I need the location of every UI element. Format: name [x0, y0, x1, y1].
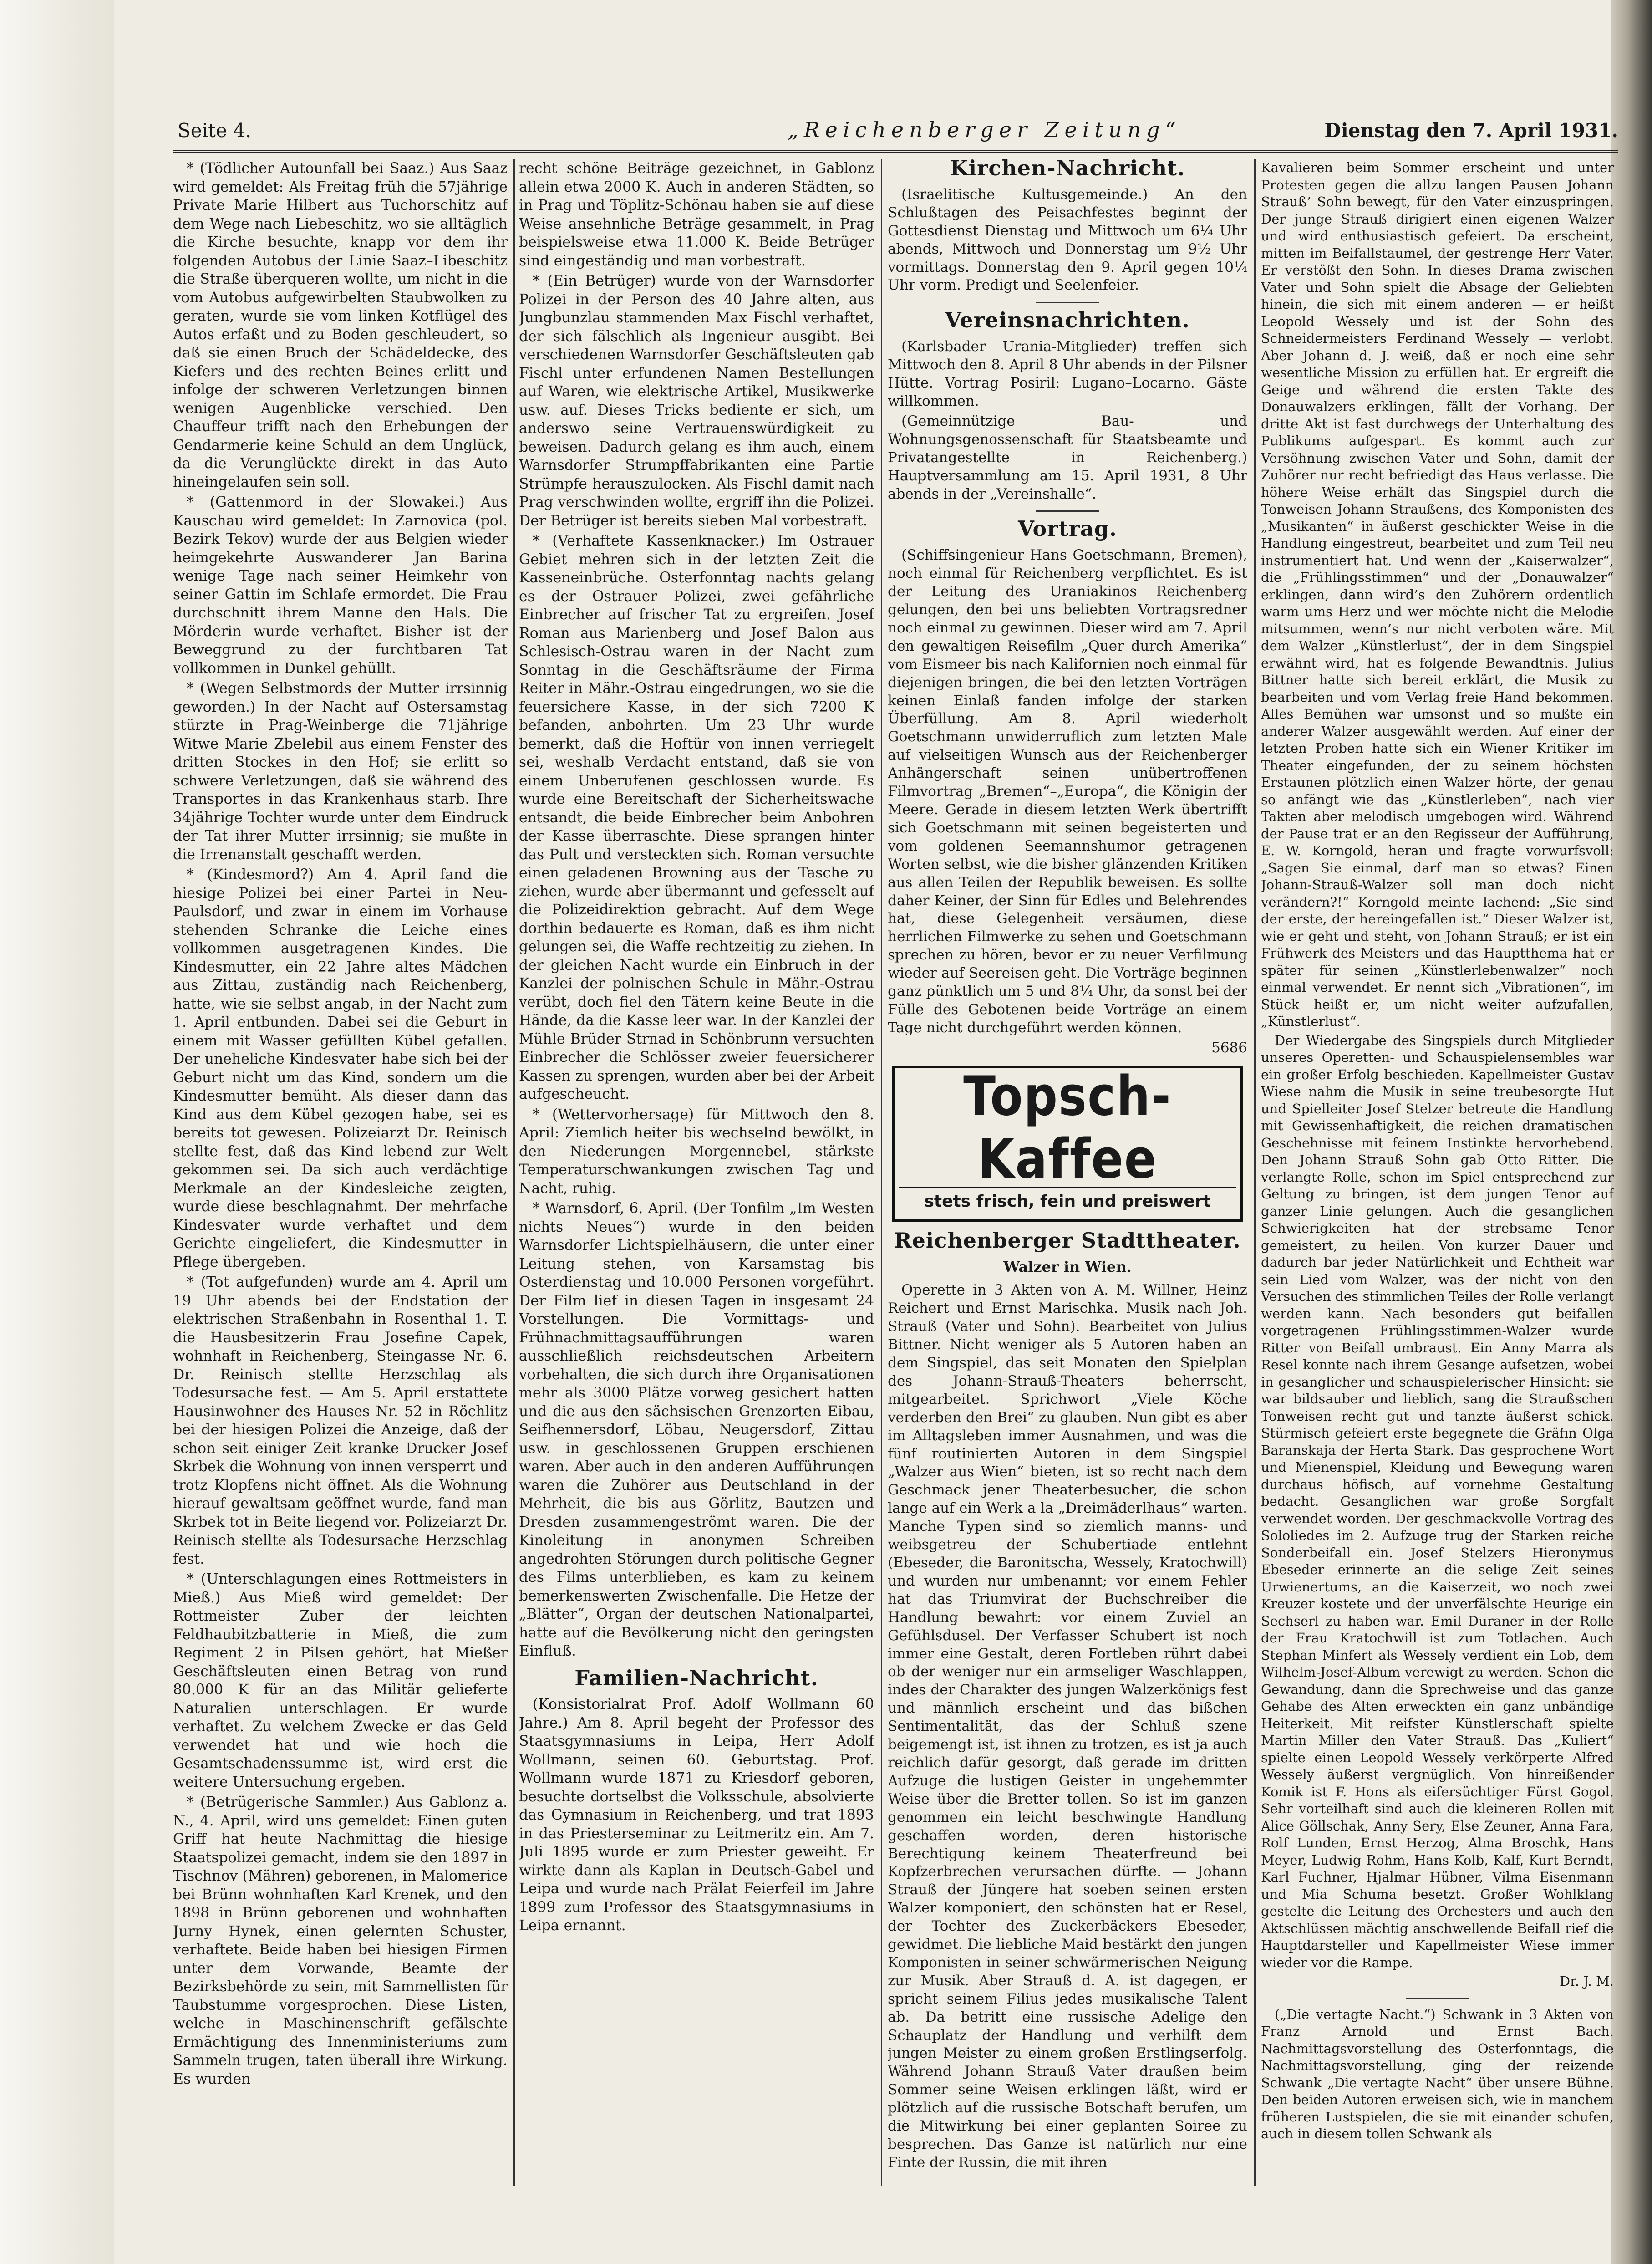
topsch-coffee-advert [892, 1066, 1243, 1222]
article-swindler: * (Ein Betrüger) wurde von der Warnsdorfer Polizei in der Person des 40 Jahre alten, aus Jungbunzlau stammenden Max Fischl verhaftet, der sich fälschlich als Ingenieur ausgibt. Bei verschiedenen Warnsdorfer Geschäftsleuten gab Fischl unter erfundenen Namen Bestellungen auf Waren, wie elektrische Artikel, Musikwerke usw. auf. Dieses Tricks bediente er sich, um anderswo seine Vertrauenswürdigkeit zu beweisen. Dadurch gelang es ihm auch, einem Warnsdorfer Strumpffabrikanten eine Partie Strümpfe herauszulocken. Als Fischl damit nach Prag verschwinden wollte, ergriff ihn die Polizei. Der Betrüger ist bereits sieben Mal vorbestraft. [519, 273, 874, 529]
column-rule [513, 159, 515, 2186]
divider [1406, 1998, 1469, 1999]
club-news-heading: Vereinsnachrichten. [945, 308, 1190, 333]
church-news-heading: Kirchen-Nachricht. [950, 159, 1185, 180]
article-housing-cooperative: (Gemeinnützige Bau- und Wohnungsgenossenschaft für Staatsbeamte und Privatangestellte in Reichenberg.) Hauptversammlung am 15. April 1931, 8 Uhr abends in der „Vereinshalle“. [888, 413, 1247, 502]
article-fraudulent-collectors: * (Betrügerische Sammler.) Aus Gablonz a. N., 4. April, wird uns gemeldet: Einen guten Griff hat heute Nachmittag die hiesige Staatspolizei gemacht, indem sie den 1897 in Tischnov (Mähren) geborenen, in Malomerice bei Brünn wohnhaften Karl Krenek, und den 1898 in Brünn geborenen und wohnhaften Jurny Hynek, einen gelernten Schuster, verhaftete. Beide haben bei hiesigen Firmen unter dem Vorwande, Beamte der Bezirksbehörde zu sein, mit Sammellisten für Taubstumme vorgesprochen. Diese Listen, welche in Maschinenschrift gefälschte Ermächtigung des Innenministeriums zum Sammeln trugen, taten überall ihre Wirkung. Es wurden [173, 1794, 508, 2087]
column-rule [881, 159, 882, 2186]
column-3 [888, 159, 1247, 2186]
article-urania-members: (Karlsbader Urania-Mitglieder) treffen sich Mittwoch den 8. April 8 Uhr abends in der Pilsner Hütte. Vortrag Posiril: Lugano–Locarno. Gäste willkommen. [888, 338, 1247, 409]
family-news-heading: Familien-Nachricht. [574, 1665, 818, 1690]
page-number: Seite 4. [178, 119, 252, 142]
article-lecture: (Schiffsingenieur Hans Goetschmann, Bremen), noch einmal für Reichenberg verpflichtet. Es ist der Leitung des Uraniakinos Reichenberg gelungen, den bei uns beliebten Vortragsredner noch einmal zu gewinnen. Dieser wird am 7. April den gewaltigen Reisefilm „Quer durch Amerika“ vom Eismeer bis nach Kalifornien noch einmal für diejenigen bringen, die bei den letzten Vorträgen keinen Einlaß fanden infolge der starken Überfüllung. Am 8. April wiederholt Goetschmann unwiderruflich zum letzten Male auf vielseitigen Wunsch aus der Reichenberger Anhängerschaft seinen unübertroffenen Filmvortrag „Bremen“–„Europa“, die Königin der Meere. Gerade in diesem letzten Werk übertrifft sich Goetschmann mit seinen begeisterten und vom goldenen Seemannshumor getragenen Worten selbst, wie die bisher glänzenden Kritiken aus allen Teilen der Republik beweisen. Es sollte daher Keiner, der Sinn für Edles und Belehrendes hat, diese Gelegenheit versäumen, diese herrlichen Filmwerke zu sehen und Goetschmann sprechen zu hören, bevor er zu neuer Verfilmung wieder auf Seereisen geht. Die Vorträge beginnen ganz pünktlich um 5 und 8¼ Uhr, da sonst bei der Fülle des Gebotenen beide Vorträge an einem Tage nicht durchgeführt werden können. [888, 547, 1247, 1036]
page-header [173, 109, 1618, 153]
article-found-dead: * (Tot aufgefunden) wurde am 4. April um 19 Uhr abends bei der Endstation der elektrischen Straßenbahn in Rosenthal 1. T. die Hausbesitzerin Frau Josefine Capek, wohnhaft in Reichenberg, Steingasse Nr. 6. Dr. Reinisch stellte Herzschlag als Todesursache fest. — Am 5. April erstattete Hausinwohner des Hauses Nr. 52 in Röchlitz bei der hiesigen Polizei die Anzeige, daß der schon seit einiger Zeit kranke Drucker Josef Skrbek die Wohnung von innen versperrt und trotz Klopfens nicht öffnet. Als die Wohnung hierauf gewaltsam geöffnet wurde, fand man Skrbek tot in Beite liegend vor. Polizeiarzt Dr. Reinisch stellte als Todesursache Herzschlag fest. [173, 1274, 508, 1567]
article-spouse-murder: * (Gattenmord in der Slowakei.) Aus Kauschau wird gemeldet: In Zarnovica (pol. Bezirk Tekov) wurde der aus Belgien wieder heimgekehrte Auswanderer Jan Barina wenige Tage nach seiner Heimkehr von seiner Gattin im Schlafe ermordet. Die Frau durchschnitt ihrem Manne den Hals. Die Mörderin wurde verhaftet. Bisher ist der Beweggrund zu der furchtbaren Tat vollkommen in Dunkel gehüllt. [173, 494, 508, 677]
article-mother-suicide: * (Wegen Selbstmords der Mutter irrsinnig geworden.) In der Nacht auf Ostersamstag stürzte in Prag-Weinberge die 71jährige Witwe Marie Zbelebil aus einem Fenster des dritten Stockes in den Hof; sie erlitt so schwere Verletzungen, daß sie während des Transportes in das Krankenhaus starb. Ihre 34jährige Tochter wurde unter dem Eindruck der Tat ihrer Mutter irrsinnig; sie mußte in die Irrenanstalt geschafft werden. [173, 680, 508, 863]
page-edge-right [1611, 0, 1652, 2264]
article-car-accident: * (Tödlicher Autounfall bei Saaz.) Aus Saaz wird gemeldet: Als Freitag früh die 57jährige Private Marie Hilbert aus Tuchorschitz auf dem Wege nach Liebeschitz, wo sie alltäglich die Kirche besuchte, knapp vor dem ihr folgenden Autobus der Linie Saaz–Libeschitz die Straße überqueren wollte, um nicht in die vom Autobus aufgewirbelten Staubwolken zu geraten, wurde sie vom linken Kotflügel des Autos erfaßt und zu Boden geschleudert, so daß sie einen Bruch der Schädeldecke, des Kiefers und des rechten Beines erlitt und infolge der schweren Verletzungen binnen wenigen Augenblicke verschied. Den Chauffeur trifft nach den Erhebungen der Gendarmerie keine Schuld an dem Unglück, da die Verunglückte direkt in das Auto hineingelaufen sein soll. [173, 160, 508, 490]
column-4 [1261, 159, 1614, 2186]
article-safe-crackers: * (Verhaftete Kassenknacker.) Im Ostrauer Gebiet mehren sich in der letzten Zeit die Kasseneinbrüche. Osterfonntag nachts gelang es der Ostrauer Polizei, zwei gefährliche Einbrecher auf frischer Tat zu ergreifen. Josef Roman aus Marienberg und Josef Balon aus Schlesisch-Ostrau waren in der Nacht zum Sonntag in die Geschäftsräume der Firma Reiter in Mähr.-Ostrau eingedrungen, wo sie die feuersichere Kasse, in der sich 7200 K befanden, anbohrten. Um 23 Uhr wurde bemerkt, daß die Hoftür von innen verriegelt sei, weshalb Verdacht entstand, daß sie von einem Unberufenen geschlossen wurde. Es wurde eine Bereitschaft der Sicherheitswache entsandt, die beide Einbrecher beim Anbohren der Kasse überraschte. Diese sprangen hinter das Pult und versteckten sich. Roman versuchte einen geladenen Browning aus der Tasche zu ziehen, wurde aber übermannt und gefesselt auf die Polizeidirektion gebracht. Auf dem Wege dorthin bedauerte es Roman, daß es ihm nicht gelungen sei, die Waffe rechtzeitig zu ziehen. In der gleichen Nacht wurde ein Einbruch in der Kanzlei der polnischen Schule in Mähr.-Ostrau verübt, doch fiel den Tätern keine Beute in die Hände, da die Kasse leer war. In der Kanzlei der Mühle Brüder Strnad in Schönbrunn versuchten Einbrecher die Schlösser zweier feuersicherer Kassen zu sprengen, wurden aber bei der Arbeit aufgescheucht. [519, 533, 874, 1102]
column-1 [173, 159, 508, 2186]
author-signature: Dr. J. M. [1559, 1973, 1614, 1989]
issue-date: Dienstag den 7. April 1931. [1324, 119, 1618, 142]
article-embezzlement: * (Unterschlagungen eines Rottmeisters in Mieß.) Aus Mieß wird gemeldet: Der Rottmeister Zuber der leichten Feldhaubitzbatterie in Mieß, die zum Regiment 2 in Pilsen gehört, hat Mießer Geschäftsleuten einen Betrag von rund 80.000 K für an das Militär gelieferte Naturalien unterschlagen. Er wurde verhaftet. Zu welchem Zwecke er das Geld verwendet hat und wie hoch die Gesamtschadenssumme ist, wird erst die weitere Untersuchung ergeben. [173, 1571, 508, 1790]
article-weather-forecast: * (Wettervorhersage) für Mittwoch den 8. April: Ziemlich heiter bis wechselnd bewölkt, in den Niederungen Morgennebel, stärkste Temperaturschwankungen zwischen Tag und Nacht, ruhig. [519, 1106, 874, 1197]
page-margin-left [0, 0, 114, 2264]
article-infanticide: * (Kindesmord?) Am 4. April fand die hiesige Polizei bei einer Partei in Neu-Paulsdorf, und zwar in einem im Vorhause stehenden Schranke die Leiche eines vollkommen ausgetragenen Kindes. Die Kindesmutter, ein 22 Jahre altes Mädchen aus Zittau, zuständig nach Reichenberg, hatte, wie sie selbst angab, in der Nacht zum 1. April entbunden. Dabei sei die Geburt in einem mit Wasser gefüllten Kübel gefallen. Der uneheliche Kindesvater habe sich bei der Geburt nicht um das Kind, sondern um die Kindesmutter bemüht. Als dieser dann das Kind aus dem Kübel gezogen habe, sei es bereits tot gewesen. Polizeiarzt Dr. Reinisch stellte fest, daß das Kind lebend zur Welt gekommen sei. Da sich auch verdächtige Merkmale an der Kindesleiche zeigten, wurde diese beschlagnahmt. Der mehrfache Kindesvater wurde verhaftet und dem Gerichte eingeliefert, die Kindesmutter in Pflege übergeben. [173, 867, 508, 1270]
column-2 [519, 159, 874, 2186]
article-sound-film: * Warnsdorf, 6. April. (Der Tonfilm „Im Westen nichts Neues“) wurde in den beiden Warnsdorfer Lichtspielhäusern, die unter einer Leitung stehen, von Karsamstag bis Osterdienstag und 10.000 Personen vorgeführt. Der Film lief in diesen Tagen in insgesamt 24 Vorstellungen. Die Vormittags- und Frühnachmittagsaufführungen waren ausschließlich reichsdeutschen Arbeitern vorbehalten, die sich durch ihre Organisationen mehr als 3000 Plätze vorweg gesichert hatten und die aus den sächsischen Grenzorten Eibau, Seifhennersdorf, Löbau, Neugersdorf, Zittau usw. in geschlossenen Gruppen erschienen waren. Aber auch in den anderen Aufführungen waren die Zuhörer aus Deutschland in der Mehrheit, die bis aus Görlitz, Bautzen und Dresden zusammengeströmt waren. Die der Kinoleitung in anonymen Schreiben angedrohten Störungen durch politische Gegner des Films unterblieben, es kam zu keinem bemerkenswerten Zwischenfalle. Die Hetze der „Blätter“, Organ der deutschen Nationalpartei, hatte auf die Bevölkerung nicht den geringsten Einfluß. [519, 1200, 874, 1659]
advert-tagline: stets frisch, fein und preiswert [924, 1192, 1211, 1211]
lecture-heading: Vortrag. [1018, 516, 1117, 541]
article-theater-continued: Kavalieren beim Sommer erscheint und unter Protesten gegen die allzu langen Pausen Johann Strauß’ Sohn bewegt, für den Vater einzuspringen. Der junge Strauß dirigiert einen eigenen Walzer und wird enthusiastisch gefeiert. Da erscheint, mitten im Beifallstaumel, der gestrenge Herr Vater. Er verstößt den Sohn. In dieses Drama zwischen Vater und Sohn spielt die Absage der Geliebten hinein, die sich mit einem anderen — er heißt Leopold Wessely und ist der Sohn des Schneidermeisters Ferdinand Wessely — verlobt. Aber Johann d. J. weiß, daß er noch eine sehr wesentliche Mission zu erfüllen hat. Er ergreift die Geige und während die ersten Takte des Donauwalzers erklingen, fällt der Vorhang. Der dritte Akt ist fast durchwegs der Unterhaltung des Publikums aufgespart. Es kommt auch zur Versöhnung zwischen Vater und Sohn, damit der Zuhörer nur recht befriedigt das Haus verlasse. Die höhere Weise erhält das Singspiel durch die Tonweisen Johann Straußens, des Komponisten des „Musikanten“ in äußerst geschickter Weise in die Handlung eingestreut, bearbeitet und zum Teil neu instrumentiert hat. Und wenn der „Kaiserwalzer“, die „Frühlingsstimmen“ und der „Donauwalzer“ erklingen, dann wird’s den Zuhörern ordentlich warm ums Herz und wer möchte nicht die Melodie mitsummen, wenn’s nur nicht verboten wäre. Mit dem Walzer „Künstlerlust“, der in dem Singspiel erwähnt wird, hat es folgende Bewandtnis. Julius Bittner hatte sich bereit erklärt, die Musik zu bearbeiten und vom Verlag freie Hand bekommen. Alles Bemühen war umsonst und so mußte ein anderer Walzer ausgewählt werden. Auf einer der letzten Proben hatte sich ein Wiener Kritiker im Theater eingefunden, der zu seinem höchsten Erstaunen plötzlich einen Walzer hörte, der genau so anfängt wie das „Künstlerleben“, nach vier Takten aber melodisch umgebogen wird. Während der Pause trat er an den Regisseur der Aufführung, E. W. Korngold, heran und fragte vorwurfsvoll: „Sagen Sie einmal, darf man so etwas? Einen Johann-Strauß-Walzer soll man doch nicht verändern?!“ Korngold meinte lachend: „Sie sind der erste, der hereingefallen ist.“ Dieser Walzer ist, wie er geht und steht, von Johann Strauß; er ist ein Frühwerk des Meisters und das Hauptthema hat er später für seinen „Künstlerlebenwalzer“ noch einmal verwendet. Er nennt sich „Vibrationen“, im Stück heißt er, um nicht weiter aufzufallen, „Künstlerlust“. [1261, 160, 1614, 1029]
advert-number: 5686 [1211, 1039, 1247, 1056]
divider [1036, 302, 1099, 303]
newspaper-title: „Reichenberger Zeitung“ [788, 117, 1182, 142]
article-family-news: (Konsistorialrat Prof. Adolf Wollmann 60 Jahre.) Am 8. April begeht der Professor des Staatsgymnasiums in Leipa, Herr Adolf Wollmann, seinen 60. Geburtstag. Prof. Wollmann wurde 1871 zu Kriesdorf geboren, besuchte dortselbst die Volksschule, absolvierte das Gymnasium in Reichenberg, und trat 1893 in das Priesterseminar zu Leitmeritz ein. Am 7. Juli 1895 wurde er zum Priester geweiht. Er wirkte dann als Kaplan in Deutsch-Gabel und Leipa und wurde nach Prälat Feierfeil im Jahre 1899 zum Professor des Staatsgymnasiums in Leipa ernannt. [519, 1696, 874, 1934]
divider [1036, 510, 1099, 512]
theater-subheading: Walzer in Wien. [1003, 1258, 1132, 1275]
article-postponed-night: („Die vertagte Nacht.“) Schwank in 3 Akten von Franz Arnold und Ernst Bach. Nachmittagsvorstellung des Osterfonntags, die Nachmittagsvorstellung, ging der reizende Schwank „Die vertagte Nacht“ über unsere Bühne. Den beiden Autoren erweisen sich, wie in manchem früheren Lustspielen, die sie mit einander schufen, auch in diesem tollen Schwank als [1261, 2006, 1614, 2142]
advert-brand: Topsch-Kaffee [963, 1064, 1172, 1191]
column-rule [1254, 159, 1256, 2186]
theater-heading: Reichenberger Stadttheater. [894, 1228, 1241, 1253]
article-theater-review: Operette in 3 Akten von A. M. Willner, Heinz Reichert und Ernst Marischka. Musik nach Joh. Strauß (Vater und Sohn). Bearbeitet von Julius Bittner. Nicht weniger als 5 Autoren haben an dem Singspiel, das seit Monaten den Spielplan des Johann-Strauß-Theaters beherrscht, mitgearbeitet. Sprichwort „Viele Köche verderben den Brei“ zu glauben. Nun gibt es aber im Alltagsleben immer Ausnahmen, und was die fünf routinierten Autoren in dem Singspiel „Walzer aus Wien“ bieten, ist so recht nach dem Geschmack jener Theaterbesucher, die schon lange auf ein Werk a la „Dreimäderlhaus“ warten. Manche Typen sind so ziemlich manns- und weibsgetreu der Schubertiade entlehnt (Ebeseder, die Baronitscha, Wessely, Kratochwill) und wurden nur umbenannt; vor einem Fehler hat das Triumvirat der Buchschreiber die Handlung bewahrt: vor einem Zuviel an Gefühlsdusel. Der Verfasser Schubert ist noch immer eine Gestalt, deren Fortleben rührt dabei ob der weniger nur ein armseliger Waschlappen, indes der Charakter des jungen Walzerkönigs fest und männlich erscheint und das bißchen Sentimentalität, das der Schluß szene beigemengt ist, ist ihnen zu trotzen, es ist ja auch reichlich dafür gesorgt, daß gerade im dritten Aufzuge die lustigen Geister in ungehemmter Weise über die Bretter tollen. So ist im ganzen genommen ein leicht beschwingte Handlung geschaffen worden, deren historische Berechtigung keinem Theaterfreund bei Kopfzerbrechen verursachen dürfte. — Johann Strauß der Jüngere hat soeben seinen ersten Walzer komponiert, den schönsten hat er Resel, der Tochter des Zuckerbäckers Ebeseder, gewidmet. Die liebliche Maid bestärkt den jungen Komponisten in seiner schwärmerischen Neigung zur Musik. Aber Strauß d. A. ist dagegen, er spricht seinem Filius jedes musikalische Talent ab. Da betritt eine russische Adelige den Schauplatz der Handlung und verhilft dem jungen Meister zu einem großen Erstlingserfolg. Während Johann Strauß Vater draußen beim Sommer seine Weisen erklingen läßt, wird er plötzlich auf die russische Botschaft berufen, um die Mitwirkung bei einer geplanten Soiree zu besprechen. Das Ganze ist natürlich nur eine Finte der Russin, die mit ihren [888, 1282, 1247, 2171]
article-church-news: (Israelitische Kultusgemeinde.) An den Schlußtagen des Peisachfestes beginnt der Gottesdienst Dienstag und Mittwoch um 6¼ Uhr abends, Mittwoch und Donnerstag um 9½ Uhr vormittags. Donnerstag den 9. April gegen 10¼ Uhr vorm. Predigt und Seelenfeier. [888, 186, 1247, 294]
article-collectors-continued: recht schöne Beiträge gezeichnet, in Gablonz allein etwa 2000 K. Auch in anderen Städten, so in Prag und Töplitz-Schönau haben sie auf diese Weise ansehnliche Beträge gesammelt, in Prag beispielsweise etwa 11.000 K. Beide Betrüger sind eingeständig und man vorbestraft. [519, 160, 874, 269]
article-performance-review: Der Wiedergabe des Singspiels durch Mitglieder unseres Operetten- und Schauspielensembles war ein großer Erfolg beschieden. Kapellmeister Gustav Wiese nahm die Musik in seine treubesorgte Hut und Spielleiter Josef Stelzer betreute die Handlung mit Gewissenhaftigkeit, die reichen dramatischen Geschehnisse mit feinem Instinkte hervorhebend. Den Johann Strauß Sohn gab Otto Ritter. Die verlangte Rolle, schon im Spiel entsprechend zur Geltung zu bringen, ist dem jungen Tenor auf ganzer Linie gelungen. Auch die gesanglichen Schwierigkeiten hat der strebsame Tenor gemeistert, zu heilen. Von kurzer Dauer und dadurch bar jeder Natürlichkeit und Echtheit war sein Lied vom Walzer, was der nicht von den Versuchen des stimmlichen Teiles der Rolle verlangt werden kann. Nach besonders gut beifallen vorgetragenen Frühlingsstimmen-Walzer wurde Ritter von Beifall umbraust. Ein Anny Marra als Resel konnte nach ihrem Gesange aufsetzen, wobei in gesanglicher und schauspielerischer Hinsicht: sie war bildsauber und lieblich, sang die Straußschen Tonweisen recht gut und tanzte äußerst schick. Stürmisch gefeiert erste begegnete die Gräfin Olga Baranskaja der Herta Stark. Das gesprochene Wort und Mienenspiel, Kleidung und Bewegung waren durchaus höfisch, auf vornehme Gestaltung bedacht. Gesanglichen war große Sorgfalt verwendet worden. Der geschmackvolle Vortrag des Sololiedes im 2. Aufzuge trug der Starken reiche Sonderbeifall ein. Josef Stelzers Hieronymus Ebeseder erinnerte an die selige Zeit seines Urwienertums, an die Kaiserzeit, wo noch zwei Kreuzer kostete und der unverfälschte Heurige ein Sechserl zu haben war. Emil Duraner in der Rolle der Frau Kratochwill ist zum Totlachen. Auch Stephan Minfert als Wessely verdient ein Lob, dem Wilhelm-Josef-Album verewigt zu werden. Schon die Gewandung, dann die Sprechweise und das ganze Gehabe des Alten erweckten ein ganz unbändige Heiterkeit. Mit reifster Künstlerschaft spielte Martin Miller den Vater Strauß. Das „Kuliert“ spielte einen Leopold Wessely verkörperte Alfred Wessely äußerst vergnüglich. Von hinreißender Komik ist F. Hons als eifersüchtiger Fürst Gogol. Sehr vorteilhaft sind auch die kleineren Rollen mit Alice Göllschak, Anny Sery, Else Zeuner, Anna Fara, Rolf Lunden, Ernst Herzog, Alma Broschk, Hans Meyer, Ludwig Rohm, Hans Kolb, Kalf, Kurt Berndt, Karl Fuchner, Hjalmar Hübner, Vilma Eisenmann und Mia Schuma besetzt. Großer Wohlklang gestelte die Leitung des Orchesters und auch den Aktschlüssen mächtig anschwellende Beifall rief die Hauptdarsteller und Kapellmeister Wiese immer wieder vor die Rampe. [1261, 1032, 1614, 1970]
